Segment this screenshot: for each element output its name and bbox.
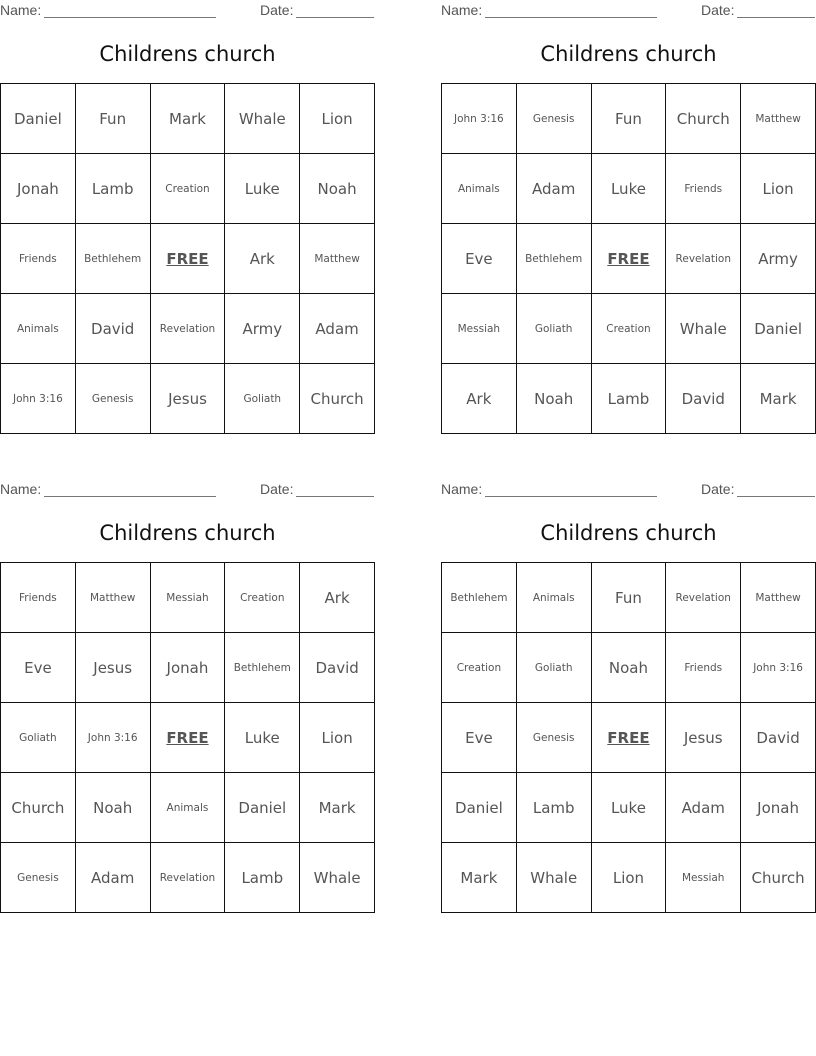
free-space-cell: FREE	[591, 224, 666, 294]
date-label: Date:	[260, 2, 294, 18]
grid-cell: Revelation	[666, 224, 741, 294]
name-label: Name:	[441, 481, 483, 497]
grid-cell: Creation	[225, 563, 300, 633]
grid-cell: Genesis	[516, 84, 591, 154]
grid-cell: Friends	[1, 563, 76, 633]
grid-cell: Matthew	[741, 563, 816, 633]
grid-cell: Daniel	[442, 773, 517, 843]
grid-row	[1, 224, 375, 294]
grid-cell: Revelation	[150, 843, 225, 913]
grid-cell: Genesis	[516, 703, 591, 773]
bingo-card	[441, 0, 816, 435]
grid-cell: Friends	[666, 633, 741, 703]
grid-row	[442, 84, 816, 154]
date-line	[296, 3, 374, 18]
grid-cell: Ark	[225, 224, 300, 294]
grid-cell: Mark	[442, 843, 517, 913]
card-title: Childrens church	[540, 42, 717, 66]
grid-row	[442, 154, 816, 224]
grid-cell: Goliath	[516, 294, 591, 364]
grid-cell: John 3:16	[442, 84, 517, 154]
grid-cell: Revelation	[150, 294, 225, 364]
grid-cell: John 3:16	[75, 703, 150, 773]
grid-cell: David	[741, 703, 816, 773]
grid-row	[1, 703, 375, 773]
grid-cell: Lion	[591, 843, 666, 913]
grid-cell: Goliath	[225, 364, 300, 434]
grid-cell: Luke	[225, 154, 300, 224]
grid-cell: Ark	[442, 364, 517, 434]
grid-cell: Matthew	[300, 224, 375, 294]
grid-cell: David	[75, 294, 150, 364]
grid-cell: Lamb	[591, 364, 666, 434]
grid-cell: Mark	[741, 364, 816, 434]
grid-cell: Church	[741, 843, 816, 913]
grid-cell: Lion	[741, 154, 816, 224]
grid-cell: Jonah	[1, 154, 76, 224]
grid-cell: Goliath	[1, 703, 76, 773]
grid-cell: Lamb	[75, 154, 150, 224]
grid-cell: Luke	[591, 773, 666, 843]
grid-cell: Adam	[666, 773, 741, 843]
grid-row	[442, 633, 816, 703]
card-title: Childrens church	[540, 521, 717, 545]
grid-cell: Bethlehem	[516, 224, 591, 294]
card-header	[441, 479, 816, 501]
grid-cell: Bethlehem	[442, 563, 517, 633]
grid-cell: Friends	[666, 154, 741, 224]
grid-cell: Jesus	[75, 633, 150, 703]
grid-row	[442, 294, 816, 364]
grid-row	[442, 703, 816, 773]
grid-cell: Creation	[591, 294, 666, 364]
grid-cell: Adam	[516, 154, 591, 224]
grid-cell: Creation	[150, 154, 225, 224]
grid-cell: Animals	[150, 773, 225, 843]
grid-cell: Church	[666, 84, 741, 154]
card-header	[441, 0, 816, 22]
grid-cell: Daniel	[225, 773, 300, 843]
grid-cell: Matthew	[75, 563, 150, 633]
grid-row	[442, 773, 816, 843]
name-label: Name:	[0, 2, 42, 18]
grid-cell: Jonah	[150, 633, 225, 703]
grid-cell: Daniel	[1, 84, 76, 154]
grid-cell: Daniel	[741, 294, 816, 364]
grid-row	[442, 224, 816, 294]
grid-cell: Fun	[75, 84, 150, 154]
name-label: Name:	[441, 2, 483, 18]
grid-cell: Adam	[300, 294, 375, 364]
grid-cell: Genesis	[75, 364, 150, 434]
grid-cell: Luke	[225, 703, 300, 773]
date-line	[737, 482, 815, 497]
grid-row	[442, 563, 816, 633]
grid-cell: Lamb	[225, 843, 300, 913]
grid-row	[1, 154, 375, 224]
date-line	[296, 482, 374, 497]
grid-cell: Eve	[1, 633, 76, 703]
grid-cell: Ark	[300, 563, 375, 633]
grid-cell: Friends	[1, 224, 76, 294]
bingo-grid	[0, 562, 375, 913]
grid-cell: Lion	[300, 84, 375, 154]
grid-cell: Noah	[75, 773, 150, 843]
grid-cell: Messiah	[666, 843, 741, 913]
grid-cell: Luke	[591, 154, 666, 224]
name-line	[44, 482, 216, 497]
grid-row	[1, 294, 375, 364]
date-line	[737, 3, 815, 18]
grid-cell: Animals	[516, 563, 591, 633]
grid-cell: Genesis	[1, 843, 76, 913]
grid-cell: Fun	[591, 563, 666, 633]
date-label: Date:	[701, 481, 735, 497]
grid-cell: Church	[300, 364, 375, 434]
grid-cell: Animals	[442, 154, 517, 224]
grid-row	[1, 563, 375, 633]
grid-row	[442, 843, 816, 913]
grid-cell: Whale	[225, 84, 300, 154]
grid-cell: Noah	[591, 633, 666, 703]
grid-cell: Jonah	[741, 773, 816, 843]
grid-cell: Army	[741, 224, 816, 294]
grid-cell: Church	[1, 773, 76, 843]
grid-row	[1, 84, 375, 154]
name-line	[44, 3, 216, 18]
free-space-cell: FREE	[150, 703, 225, 773]
grid-row	[1, 773, 375, 843]
grid-cell: John 3:16	[741, 633, 816, 703]
card-title: Childrens church	[99, 521, 276, 545]
grid-row	[1, 633, 375, 703]
bingo-grid	[441, 83, 816, 434]
grid-cell: Jesus	[666, 703, 741, 773]
grid-cell: Animals	[1, 294, 76, 364]
grid-cell: Revelation	[666, 563, 741, 633]
grid-cell: Eve	[442, 224, 517, 294]
grid-cell: John 3:16	[1, 364, 76, 434]
grid-cell: Lion	[300, 703, 375, 773]
name-line	[485, 3, 657, 18]
grid-cell: Lamb	[516, 773, 591, 843]
grid-cell: Jesus	[150, 364, 225, 434]
bingo-grid	[441, 562, 816, 913]
grid-cell: Adam	[75, 843, 150, 913]
card-header	[0, 0, 375, 22]
grid-cell: Bethlehem	[75, 224, 150, 294]
grid-cell: Whale	[666, 294, 741, 364]
grid-row	[1, 843, 375, 913]
grid-cell: Goliath	[516, 633, 591, 703]
grid-cell: Messiah	[442, 294, 517, 364]
name-line	[485, 482, 657, 497]
grid-cell: Matthew	[741, 84, 816, 154]
name-label: Name:	[0, 481, 42, 497]
grid-cell: Eve	[442, 703, 517, 773]
grid-cell: Mark	[300, 773, 375, 843]
date-label: Date:	[701, 2, 735, 18]
grid-cell: Fun	[591, 84, 666, 154]
grid-cell: Creation	[442, 633, 517, 703]
free-space-cell: FREE	[150, 224, 225, 294]
grid-cell: Noah	[516, 364, 591, 434]
grid-row	[1, 364, 375, 434]
date-label: Date:	[260, 481, 294, 497]
grid-cell: David	[666, 364, 741, 434]
bingo-grid	[0, 83, 375, 434]
grid-cell: David	[300, 633, 375, 703]
card-header	[0, 479, 375, 501]
bingo-card	[0, 0, 375, 435]
bingo-card	[441, 479, 816, 914]
grid-cell: Whale	[516, 843, 591, 913]
grid-cell: Noah	[300, 154, 375, 224]
free-space-cell: FREE	[591, 703, 666, 773]
grid-cell: Bethlehem	[225, 633, 300, 703]
grid-cell: Army	[225, 294, 300, 364]
grid-row	[442, 364, 816, 434]
card-title: Childrens church	[99, 42, 276, 66]
grid-cell: Whale	[300, 843, 375, 913]
grid-cell: Messiah	[150, 563, 225, 633]
grid-cell: Mark	[150, 84, 225, 154]
bingo-card	[0, 479, 375, 914]
